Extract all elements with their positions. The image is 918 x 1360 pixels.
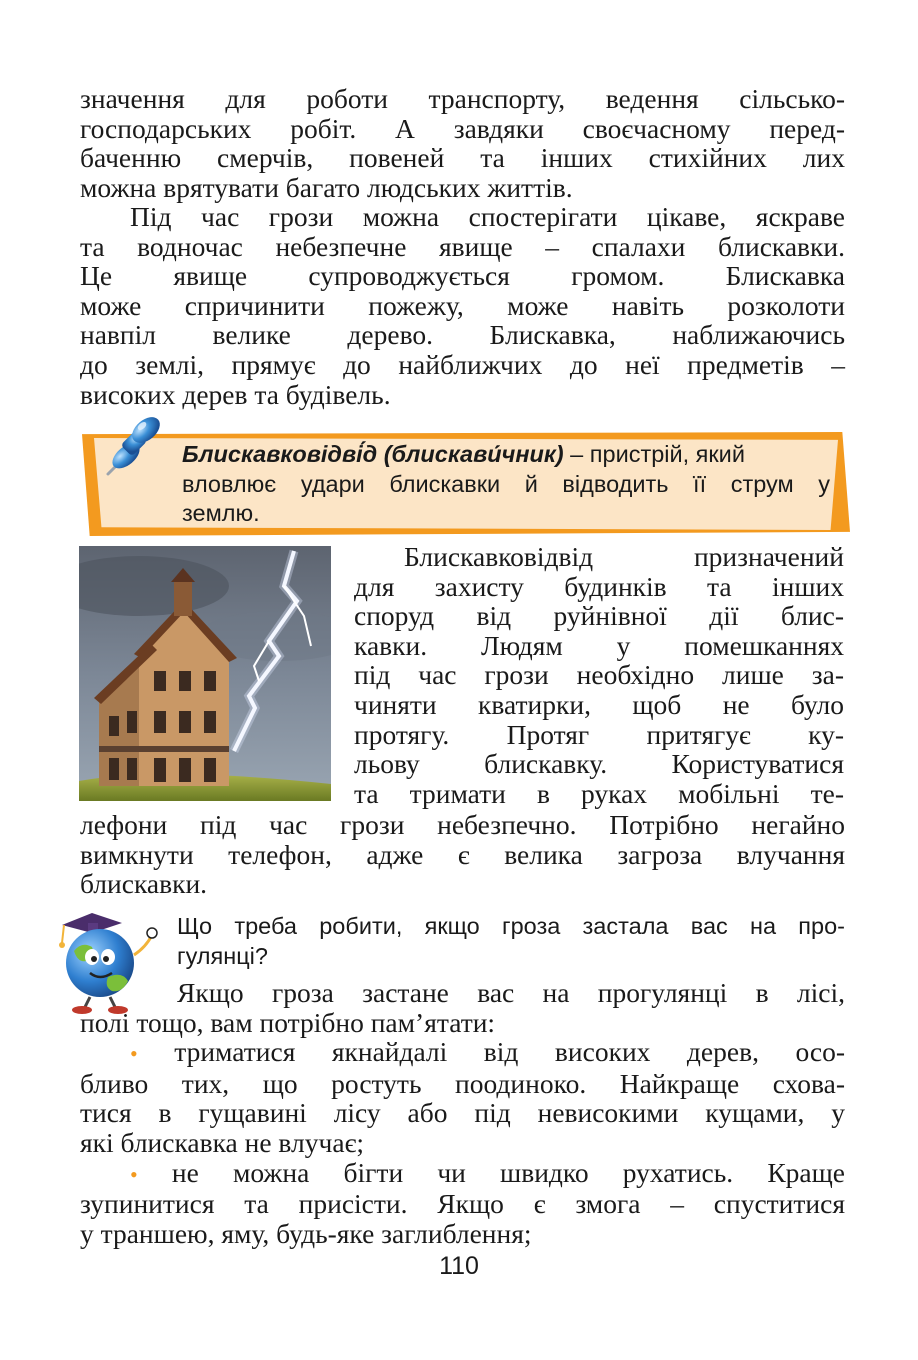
definition-line: землю.	[182, 500, 260, 526]
text-line: можна врятувати багато людських життів.	[80, 171, 573, 203]
bullet-item-running: • не можна бігти чи швидко рухатись. Краще	[130, 1156, 845, 1188]
text-line: тися в гущавині лісу або під невисокими кущами, у	[80, 1097, 845, 1129]
text-line: Під час грози можна спостерігати цікаве, яскраве	[130, 201, 845, 232]
answer-section	[80, 978, 845, 1248]
text-line: споруд від руйнівної дії блис-	[354, 600, 844, 632]
text-line: протягу. Протяг притягує ку-	[354, 718, 844, 750]
bullet-marker: •	[130, 1161, 138, 1187]
text-line: які блискавка не влучає;	[80, 1126, 365, 1158]
text-line: високих дерев та будівель.	[80, 378, 391, 410]
text-line: може спричинити пожежу, може навіть розколоти	[80, 289, 845, 321]
question-text	[177, 912, 845, 971]
text-line: лефони під час грози небезпечно. Потрібно негайно	[80, 809, 845, 840]
text-line: полі тощо, вам потрібно пам’ятати:	[80, 1006, 496, 1038]
bullet-item-trees: • триматися якнайдалі від високих дерев, осо-	[130, 1036, 846, 1068]
text-line: до землі, прямує до найближчих до неї предметів –	[80, 348, 845, 380]
paragraph-lightning-rod	[354, 542, 844, 808]
text-line: та тримати в руках мобільні те-	[354, 777, 844, 809]
text-line: Блискавковідвід призначений	[404, 541, 844, 572]
text-line: Це явище супроводжується громом. Блискавка	[80, 260, 845, 292]
question-line: гулянці?	[177, 942, 268, 969]
text-line: зупинитися та присісти. Якщо є змога – спуститися	[80, 1188, 845, 1220]
text-line: у траншею, яму, будь-яке заглиблення;	[80, 1217, 532, 1249]
definition-line: вловлює удари блискавки й відводить її струм у	[182, 470, 830, 497]
text-line: блискавки.	[80, 868, 208, 900]
definition-line: Блискавковідві́д (блискави́чник) – пристрій, який	[182, 441, 745, 467]
text-line: значення для роботи транспорту, ведення сільсько-	[80, 83, 845, 114]
paragraph-lightning-rod-continued	[80, 810, 845, 899]
definition-box	[82, 432, 850, 536]
question-line: Що треба робити, якщо гроза застала вас на про-	[177, 913, 845, 939]
pushpin-icon	[100, 412, 170, 482]
text-line: господарських робіт. А завдяки своєчасному перед-	[80, 112, 845, 144]
text-line: для захисту будинків та інших	[354, 570, 844, 602]
paragraph-lightning	[80, 202, 845, 409]
text-line: вимкнути телефон, адже є велика загроза влучання	[80, 838, 845, 870]
text-line: чиняти кватирки, щоб не було	[354, 688, 844, 720]
text-line: та водночас небезпечне явище – спалахи блискавки.	[80, 230, 845, 262]
bullet-marker: •	[130, 1041, 138, 1067]
text-line: бливо тих, що ростуть поодиноко. Найкраще схова-	[80, 1067, 845, 1099]
page-number: 110	[439, 1252, 479, 1280]
text-line: баченню смерчів, повеней та інших стихійних лих	[80, 142, 845, 174]
paragraph-transport	[80, 84, 845, 202]
text-line: кавки. Людям у помешканнях	[354, 629, 844, 661]
text-line: під час грози необхідно лише за-	[354, 659, 844, 691]
text-line: навпіл велике дерево. Блискавка, наближаючись	[80, 319, 845, 351]
lightning-house-image	[79, 546, 331, 801]
definition-term: Блискавковідві́д (блискави́чник)	[182, 441, 564, 467]
definition-text	[182, 440, 830, 529]
text-line: Якщо гроза застане вас на прогулянці в лісі,	[177, 977, 845, 1008]
text-line: льову блискавку. Користуватися	[354, 748, 844, 780]
